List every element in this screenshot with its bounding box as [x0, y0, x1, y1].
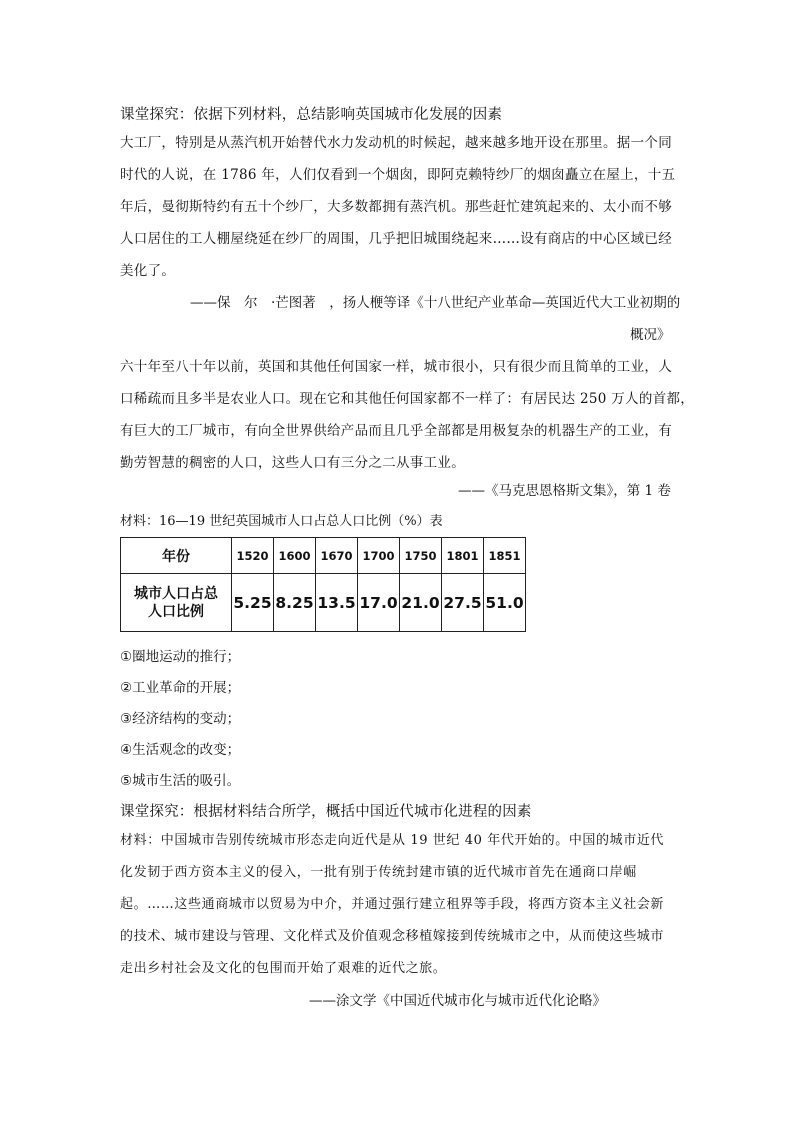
factor-item-3: ③经济结构的变动；	[120, 711, 241, 727]
table-value-row	[121, 574, 526, 632]
table-value: 27.5	[442, 574, 484, 632]
passage2-line-4: 勤劳智慧的稠密的人口，这些人口有三分之二从事工业。	[120, 455, 465, 471]
passage1-line-4: 人口居住的工人棚屋绕延在纱厂的周围，几乎把旧城围绕起来……设有商店的中心区域已经	[120, 231, 672, 247]
passage1-line-5: 美化了。	[120, 263, 176, 279]
source1-line-2: 概况》	[630, 327, 671, 343]
table-caption: 材料：16—19 世纪英国城市人口占总人口比例（%）表	[120, 514, 443, 529]
passage1-line-3: 年后，曼彻斯特约有五十个纱厂，大多数都拥有蒸汽机。那些赶忙建筑起来的、太小而不够	[120, 199, 672, 215]
table-year: 1801	[442, 538, 484, 574]
table-value: 17.0	[358, 574, 400, 632]
table-year: 1600	[274, 538, 316, 574]
table-value: 13.5	[316, 574, 358, 632]
table-row-label-line-1: 城市人口占总	[134, 585, 218, 602]
factor-item-4: ④生活观念的改变；	[120, 742, 241, 758]
passage2-line-2: 口稀疏而且多半是农业人口。现在它和其他任何国家都不一样了：有居民达 250 万人的首都，	[120, 391, 695, 407]
table-row-label-line-2: 人口比例	[148, 603, 204, 620]
table-year: 1851	[484, 538, 526, 574]
factor-item-2: ②工业革命的开展；	[120, 680, 241, 696]
table-header-row	[121, 538, 526, 574]
source1-line-1: ——保 尔 ·芒图著 ，扬人楩等译《十八世纪产业革命—英国近代大工业初期的	[190, 295, 681, 311]
passage3-line-3: 起。……这些通商城市以贸易为中介，并通过强行建立租界等手段，将西方资本主义社会新	[120, 897, 665, 912]
table-header-label: 年份	[121, 538, 232, 574]
factor-item-1: ①圈地运动的推行；	[120, 649, 241, 665]
table-year: 1670	[316, 538, 358, 574]
source2: ——《马克思恩格斯文集》，第 1 卷	[458, 483, 671, 499]
passage3-line-2: 化发韧于西方资本主义的侵入，一批有别于传统封建市镇的近代城市首先在通商口岸崛	[120, 865, 637, 880]
source3: ——涂文学《中国近代城市化与城市近代化论略》	[309, 993, 606, 1009]
table-value: 5.25	[232, 574, 274, 632]
table-value: 8.25	[274, 574, 316, 632]
urban-population-table	[120, 537, 526, 632]
table-year: 1700	[358, 538, 400, 574]
section1-heading: 课堂探究：依据下列材料，总结影响英国城市化发展的因素	[120, 107, 503, 123]
passage1-line-1: 大工厂，特别是从蒸汽机开始替代水力发动机的时候起，越来越多地开设在那里。据一个同	[120, 135, 672, 151]
passage3-line-1: 材料：中国城市告别传统城市形态走向近代是从 19 世纪 40 年代开始的。中国的城市近代	[120, 833, 665, 848]
passage3-line-5: 走出乡村社会及文化的包围而开始了艰难的近代之旅。	[120, 961, 447, 976]
passage2-line-3: 有巨大的工厂城市，有向全世界供给产品而且几乎全部都是用极复杂的机器生产的工业，有	[120, 423, 672, 439]
table-row-label	[121, 574, 232, 632]
table-year: 1750	[400, 538, 442, 574]
table-value: 51.0	[484, 574, 526, 632]
table-year: 1520	[232, 538, 274, 574]
table-value: 21.0	[400, 574, 442, 632]
passage2-line-1: 六十年至八十年以前，英国和其他任何国家一样，城市很小，只有很少而且简单的工业，人	[120, 359, 672, 375]
passage1-line-2: 时代的人说，在 1786 年，人们仅看到一个烟囱，即阿克赖特纱厂的烟囱矗立在屋上，十五	[120, 167, 676, 183]
section2-heading: 课堂探究：根据材料结合所学，概括中国近代城市化进程的因素	[120, 804, 532, 820]
factor-item-5: ⑤城市生活的吸引。	[120, 773, 241, 789]
passage3-line-4: 的技术、城市建设与管理、文化样式及价值观念移植嫁接到传统城市之中，从而使这些城市	[120, 929, 665, 944]
